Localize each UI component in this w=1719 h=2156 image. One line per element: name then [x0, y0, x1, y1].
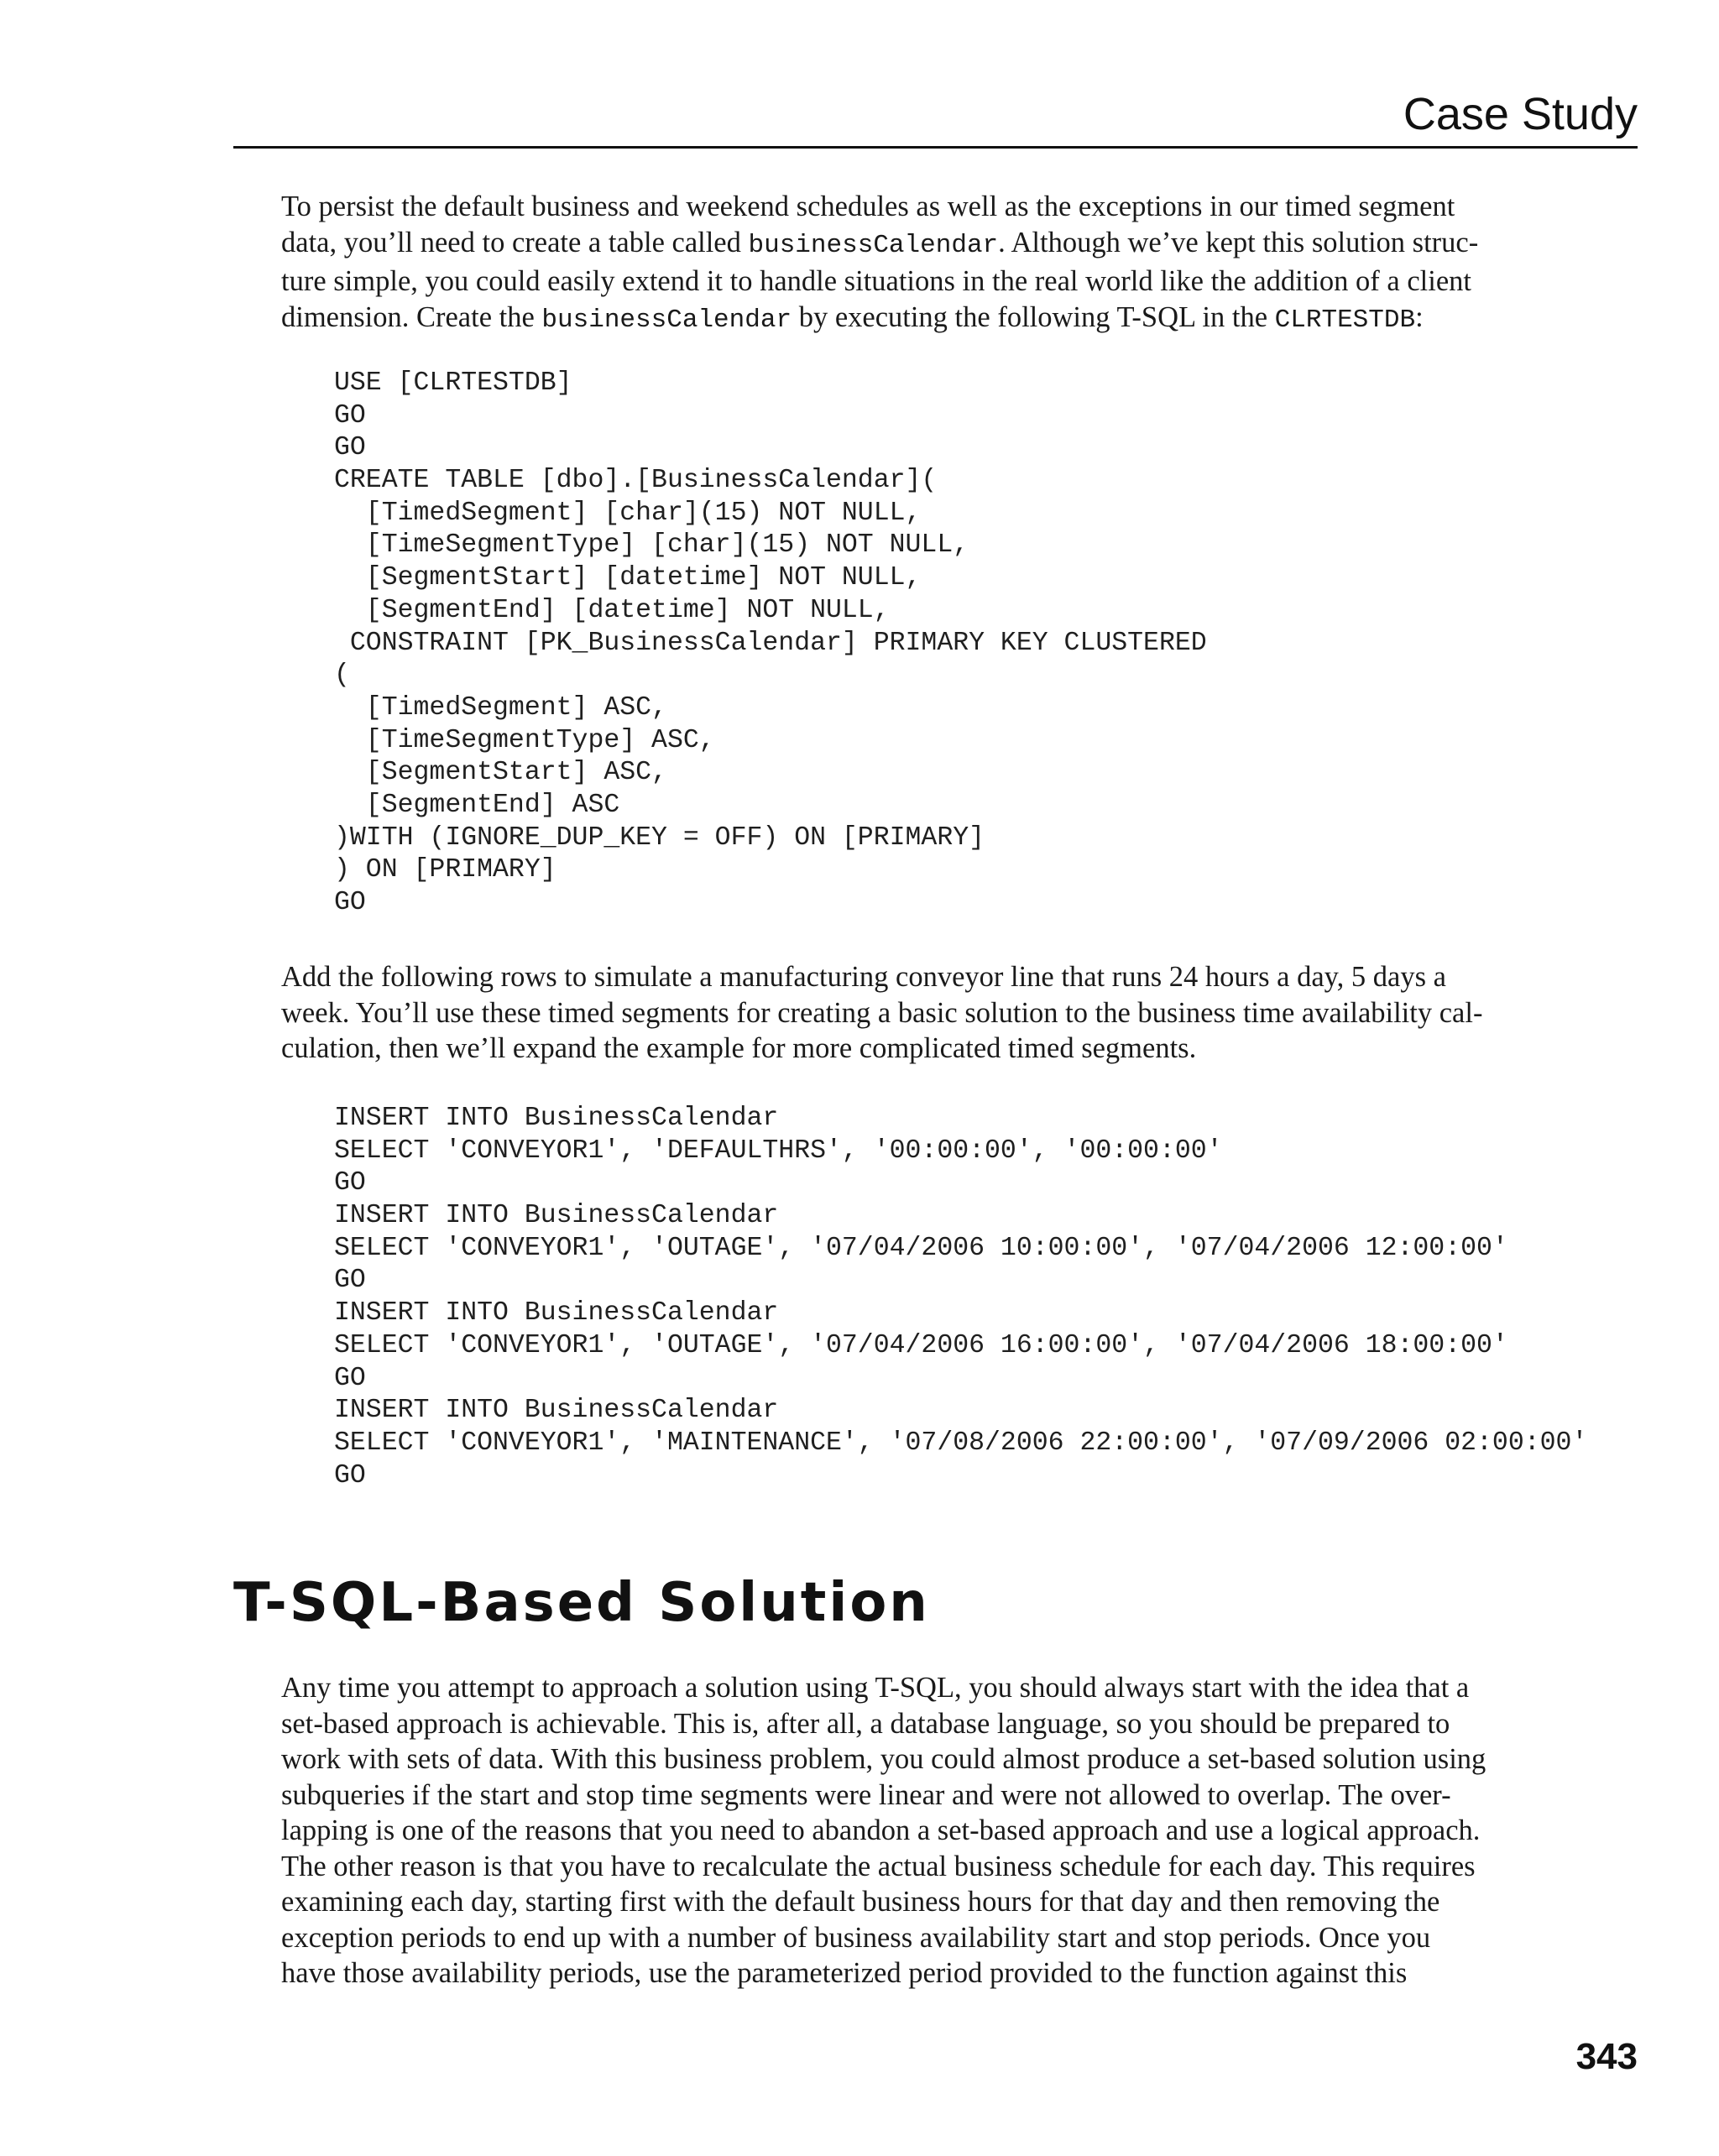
paragraph-line: examining each day, starting first with the default business hours for that day and then removing the	[281, 1886, 1440, 1918]
code-line: )WITH (IGNORE_DUP_KEY = OFF) ON [PRIMARY]	[334, 822, 985, 853]
code-line: GO	[334, 1168, 366, 1198]
code-line: (	[334, 660, 350, 691]
code-line: GO	[334, 1266, 366, 1296]
code-line: [TimeSegmentType] [char](15) NOT NULL,	[334, 530, 969, 561]
code-line: [TimedSegment] [char](15) NOT NULL,	[334, 498, 922, 528]
code-line: GO	[334, 400, 366, 431]
code-line: ) ON [PRIMARY]	[334, 855, 556, 885]
paragraph-line: week. You’ll use these timed segments for creating a basic solution to the business time availability cal-	[281, 996, 1483, 1029]
paragraph-line: subqueries if the start and stop time segments were linear and were not allowed to overlap. The over-	[281, 1778, 1451, 1811]
paragraph-line: culation, then we’ll expand the example for more complicated timed segments.	[281, 1032, 1197, 1064]
code-line: GO	[334, 433, 366, 463]
code-line: GO	[334, 1363, 366, 1393]
paragraph-line: set-based approach is achievable. This is, after all, a database language, so you should be prepared to	[281, 1707, 1450, 1740]
code-line: CREATE TABLE [dbo].[BusinessCalendar](	[334, 466, 938, 496]
text-run: by executing the following T-SQL in the	[792, 300, 1275, 333]
inline-code: businessCalendar	[748, 230, 999, 260]
paragraph-line: The other reason is that you have to recalculate the actual business schedule for each day. This requires	[281, 1850, 1476, 1882]
code-line: INSERT INTO BusinessCalendar	[334, 1201, 779, 1231]
paragraph-line: Any time you attempt to approach a solution using T-SQL, you should always start with the idea that a	[281, 1672, 1470, 1704]
code-line: [SegmentStart] [datetime] NOT NULL,	[334, 563, 922, 593]
section-heading: T-SQL-Based Solution	[233, 1572, 930, 1634]
code-line: CONSTRAINT [PK_BusinessCalendar] PRIMARY KEY CLUSTERED	[334, 628, 1207, 658]
paragraph-line: work with sets of data. With this business problem, you could almost produce a set-based solution using	[281, 1743, 1486, 1775]
text-run: . Although we’ve kept this solution struc-	[998, 226, 1479, 258]
code-line: [TimedSegment] ASC,	[334, 692, 667, 723]
inline-code: businessCalendar	[541, 305, 792, 335]
code-line: GO	[334, 888, 366, 917]
code-line: USE [CLRTESTDB]	[334, 368, 572, 398]
paragraph-line	[281, 189, 1641, 225]
solution-paragraph	[281, 1670, 1641, 1992]
paragraph-line	[281, 300, 1641, 339]
code-line: [TimeSegmentType] ASC,	[334, 725, 715, 755]
code-line: [SegmentEnd] [datetime] NOT NULL,	[334, 595, 890, 625]
running-title: Case Study	[1403, 89, 1638, 139]
paragraph-line: exception periods to end up with a number of business availability start and stop periods. Once you	[281, 1921, 1431, 1954]
code-line: INSERT INTO BusinessCalendar	[334, 1298, 779, 1329]
paragraph-line: have those availability periods, use the parameterized period provided to the function against this	[281, 1957, 1408, 1989]
create-table-code-block	[334, 368, 1207, 920]
code-line: SELECT 'CONVEYOR1', 'MAINTENANCE', '07/08/2006 22:00:00', '07/09/2006 02:00:00'	[334, 1428, 1588, 1458]
code-line: SELECT 'CONVEYOR1', 'DEFAULTHRS', '00:00:00', '00:00:00'	[334, 1135, 1223, 1166]
intro-paragraph	[281, 189, 1641, 338]
code-line: SELECT 'CONVEYOR1', 'OUTAGE', '07/04/2006 16:00:00', '07/04/2006 18:00:00'	[334, 1330, 1508, 1360]
inline-code: CLRTESTDB	[1274, 305, 1416, 335]
text-run: To persist the default business and weekend schedules as well as the exceptions in our timed segment	[281, 191, 1455, 222]
text-run: dimension. Create the	[281, 300, 542, 333]
paragraph-line: lapping is one of the reasons that you need to abandon a set-based approach and use a logical approach.	[281, 1814, 1481, 1846]
code-line: [SegmentStart] ASC,	[334, 758, 667, 788]
insert-rows-code-block	[334, 1103, 1587, 1492]
code-line: INSERT INTO BusinessCalendar	[334, 1396, 779, 1426]
text-run: :	[1415, 300, 1424, 333]
code-line: SELECT 'CONVEYOR1', 'OUTAGE', '07/04/2006 10:00:00', '07/04/2006 12:00:00'	[334, 1233, 1508, 1263]
code-line: [SegmentEnd] ASC	[334, 790, 620, 820]
running-header	[233, 84, 1638, 149]
paragraph-line: Add the following rows to simulate a manufacturing conveyor line that runs 24 hours a day, 5 days a	[281, 961, 1446, 993]
code-line: GO	[334, 1460, 366, 1490]
page-number: 343	[1575, 2036, 1638, 2077]
text-run: ture simple, you could easily extend it to handle situations in the real world like the addition of a client	[281, 265, 1471, 297]
text-run: data, you’ll need to create a table called	[281, 226, 749, 258]
code-line: INSERT INTO BusinessCalendar	[334, 1104, 779, 1133]
rows-paragraph	[281, 959, 1641, 1067]
paragraph-line	[281, 225, 1641, 264]
paragraph-line	[281, 264, 1641, 300]
